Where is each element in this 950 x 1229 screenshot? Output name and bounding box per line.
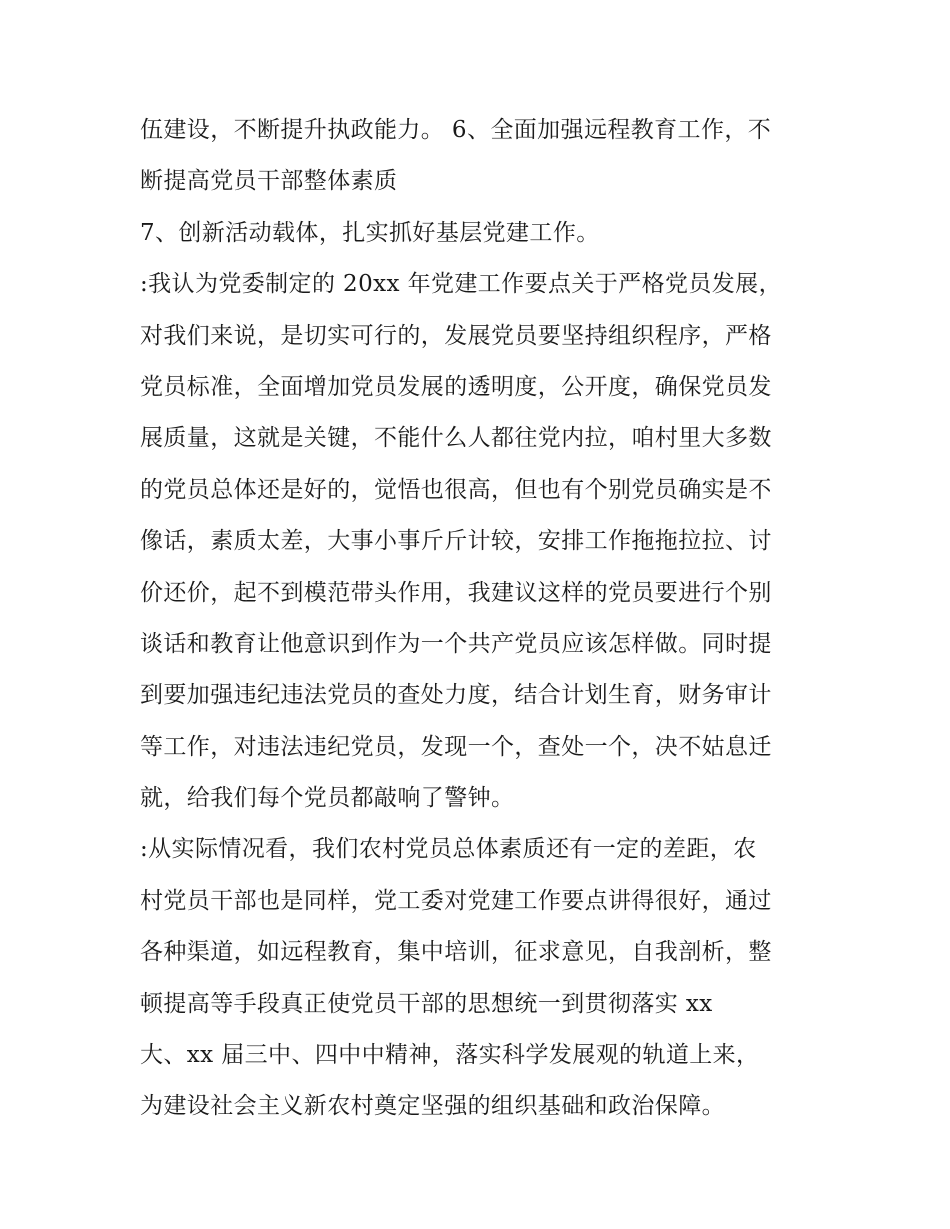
text-line: 断提高党员干部整体素质 (140, 168, 398, 195)
text-line: 的党员总体还是好的，觉悟也很高，但也有个别党员确实是不 (140, 476, 772, 503)
text-line: 展质量，这就是关键，不能什么人都往党内拉，咱村里大多数 (140, 425, 772, 452)
text-line: 等工作，对违法违纪党员，发现一个，查处一个，决不姑息迁 (140, 733, 772, 760)
text-line: 各种渠道，如远程教育，集中培训，征求意见，自我剖析，整 (140, 939, 772, 966)
text-line: 对我们来说，是切实可行的，发展党员要坚持组织程序，严格 (140, 322, 772, 349)
body-text (140, 105, 820, 1133)
text-line: 村党员干部也是同样，党工委对党建工作要点讲得很好，通过 (140, 887, 772, 914)
text-line: 伍建设，不断提升执政能力。 6、全面加强远程教育工作，不 (140, 117, 772, 143)
text-line: 到要加强违纪违法党员的查处力度，结合计划生育，财务审计 (140, 682, 772, 709)
text-line: 谈话和教育让他意识到作为一个共产党员应该怎样做。同时提 (140, 630, 772, 657)
text-line: 顿提高等手段真正使党员干部的思想统一到贯彻落实 xx (140, 990, 713, 1017)
text-line: 7、创新活动载体，扎实抓好基层党建工作。 (140, 219, 600, 246)
text-line: :从实际情况看，我们农村党员总体素质还有一定的差距，农 (140, 836, 757, 863)
text-line: 价还价，起不到模范带头作用，我建议这样的党员要进行个别 (140, 579, 772, 606)
text-line: 为建设社会主义新农村奠定坚强的组织基础和政治保障。 (140, 1093, 725, 1120)
text-line: :我认为党委制定的 20xx 年党建工作要点关于严格党员发展， (140, 271, 782, 298)
text-line: 像话，素质太差，大事小事斤斤计较，安排工作拖拖拉拉、讨 (140, 528, 772, 555)
text-line: 党员标准，全面增加党员发展的透明度，公开度，确保党员发 (140, 373, 772, 400)
text-line: 就，给我们每个党员都敲响了警钟。 (140, 785, 515, 812)
text-line: 大、xx 届三中、四中中精神，落实科学发展观的轨道上来， (140, 1042, 760, 1069)
